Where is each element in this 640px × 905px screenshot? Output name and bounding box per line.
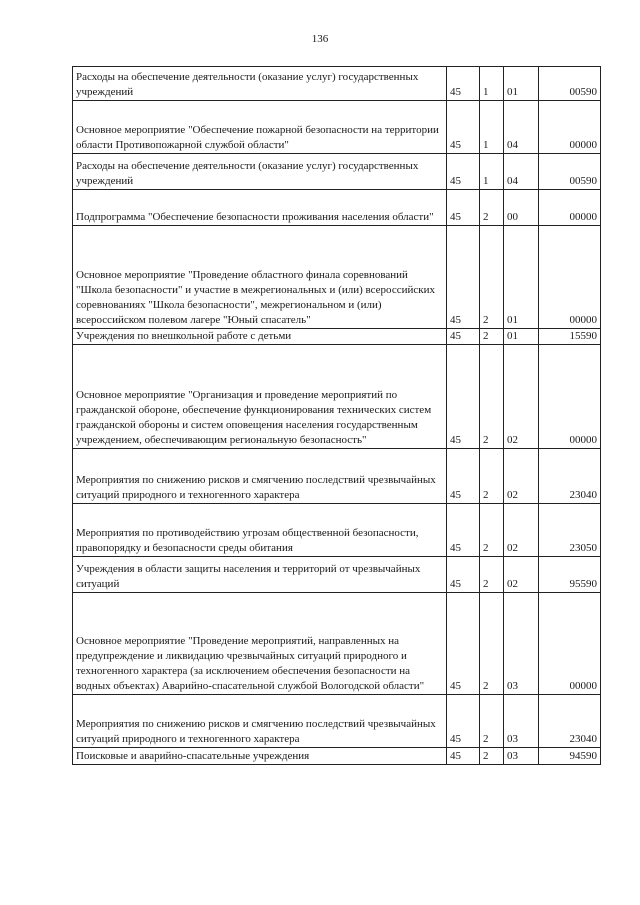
table-row [73,154,601,190]
row-name: Учреждения по внешкольной работе с детьми [73,329,447,345]
code-cell: 2 [480,748,504,765]
row-name: Основное мероприятие "Проведение областного финала соревнований "Школа безопасности" и участие в межрегиональных и (или) всероссийских соревнованиях "Школа безопасности", межрегиональном и (или) всероссийском полевом лагере "Юный спасатель" [73,226,447,329]
code-cell: 45 [447,695,480,748]
code-cell: 03 [504,695,539,748]
code-cell: 23040 [539,449,601,504]
code-cell: 03 [504,593,539,695]
code-cell: 01 [504,329,539,345]
code-cell: 45 [447,345,480,449]
table-row [73,67,601,101]
table-row [73,593,601,695]
row-name: Подпрограмма "Обеспечение безопасности проживания населения области" [73,190,447,226]
code-cell: 00 [504,190,539,226]
code-cell: 2 [480,449,504,504]
code-cell: 03 [504,748,539,765]
row-name: Основное мероприятие "Проведение мероприятий, направленных на предупреждение и ликвидацию чрезвычайных ситуаций природного и техногенного характера (за исключением обеспечения безопасности на водных объектах) Аварийно-спасательной службой Вологодской области" [73,593,447,695]
table-row [73,504,601,557]
row-name: Мероприятия по противодействию угрозам общественной безопасности, правопорядку и безопасности среды обитания [73,504,447,557]
row-name: Мероприятия по снижению рисков и смягчению последствий чрезвычайных ситуаций природного и техногенного характера [73,449,447,504]
page-number: 136 [311,33,329,45]
code-cell: 45 [447,504,480,557]
code-cell: 2 [480,593,504,695]
code-cell: 2 [480,504,504,557]
code-cell: 1 [480,67,504,101]
code-cell: 02 [504,345,539,449]
code-cell: 02 [504,449,539,504]
code-cell: 00000 [539,101,601,154]
code-cell: 45 [447,226,480,329]
row-name: Основное мероприятие "Обеспечение пожарной безопасности на территории области Противопожарной службой области" [73,101,447,154]
code-cell: 94590 [539,748,601,765]
code-cell: 1 [480,101,504,154]
code-cell: 45 [447,593,480,695]
code-cell: 45 [447,748,480,765]
code-cell: 45 [447,449,480,504]
code-cell: 02 [504,557,539,593]
row-name: Учреждения в области защиты населения и территорий от чрезвычайных ситуаций [73,557,447,593]
code-cell: 45 [447,190,480,226]
table-row [73,226,601,329]
table-row [73,345,601,449]
code-cell: 23050 [539,504,601,557]
code-cell: 2 [480,345,504,449]
code-cell: 02 [504,504,539,557]
table-row [73,101,601,154]
table-row [73,695,601,748]
code-cell: 1 [480,154,504,190]
code-cell: 00000 [539,345,601,449]
code-cell: 15590 [539,329,601,345]
budget-table [72,66,601,765]
table-row [73,190,601,226]
row-name: Основное мероприятие "Организация и проведение мероприятий по гражданской обороне, обеспечение функционирования технических систем гражданской обороны и систем оповещения населения государственным учреждением, обеспечивающим региональную безопасность" [73,345,447,449]
code-cell: 00590 [539,154,601,190]
table-row [73,748,601,765]
code-cell: 2 [480,329,504,345]
code-cell: 00000 [539,190,601,226]
table-row [73,329,601,345]
row-name: Расходы на обеспечение деятельности (оказание услуг) государственных учреждений [73,154,447,190]
code-cell: 04 [504,101,539,154]
row-name: Мероприятия по снижению рисков и смягчению последствий чрезвычайных ситуаций природного и техногенного характера [73,695,447,748]
table-row [73,449,601,504]
code-cell: 2 [480,226,504,329]
code-cell: 23040 [539,695,601,748]
row-name: Расходы на обеспечение деятельности (оказание услуг) государственных учреждений [73,67,447,101]
code-cell: 2 [480,695,504,748]
code-cell: 45 [447,557,480,593]
code-cell: 00000 [539,226,601,329]
code-cell: 04 [504,154,539,190]
code-cell: 00000 [539,593,601,695]
code-cell: 45 [447,154,480,190]
code-cell: 01 [504,226,539,329]
code-cell: 2 [480,557,504,593]
code-cell: 00590 [539,67,601,101]
code-cell: 95590 [539,557,601,593]
code-cell: 45 [447,329,480,345]
code-cell: 2 [480,190,504,226]
table-row [73,557,601,593]
code-cell: 45 [447,67,480,101]
code-cell: 01 [504,67,539,101]
row-name: Поисковые и аварийно-спасательные учреждения [73,748,447,765]
code-cell: 45 [447,101,480,154]
